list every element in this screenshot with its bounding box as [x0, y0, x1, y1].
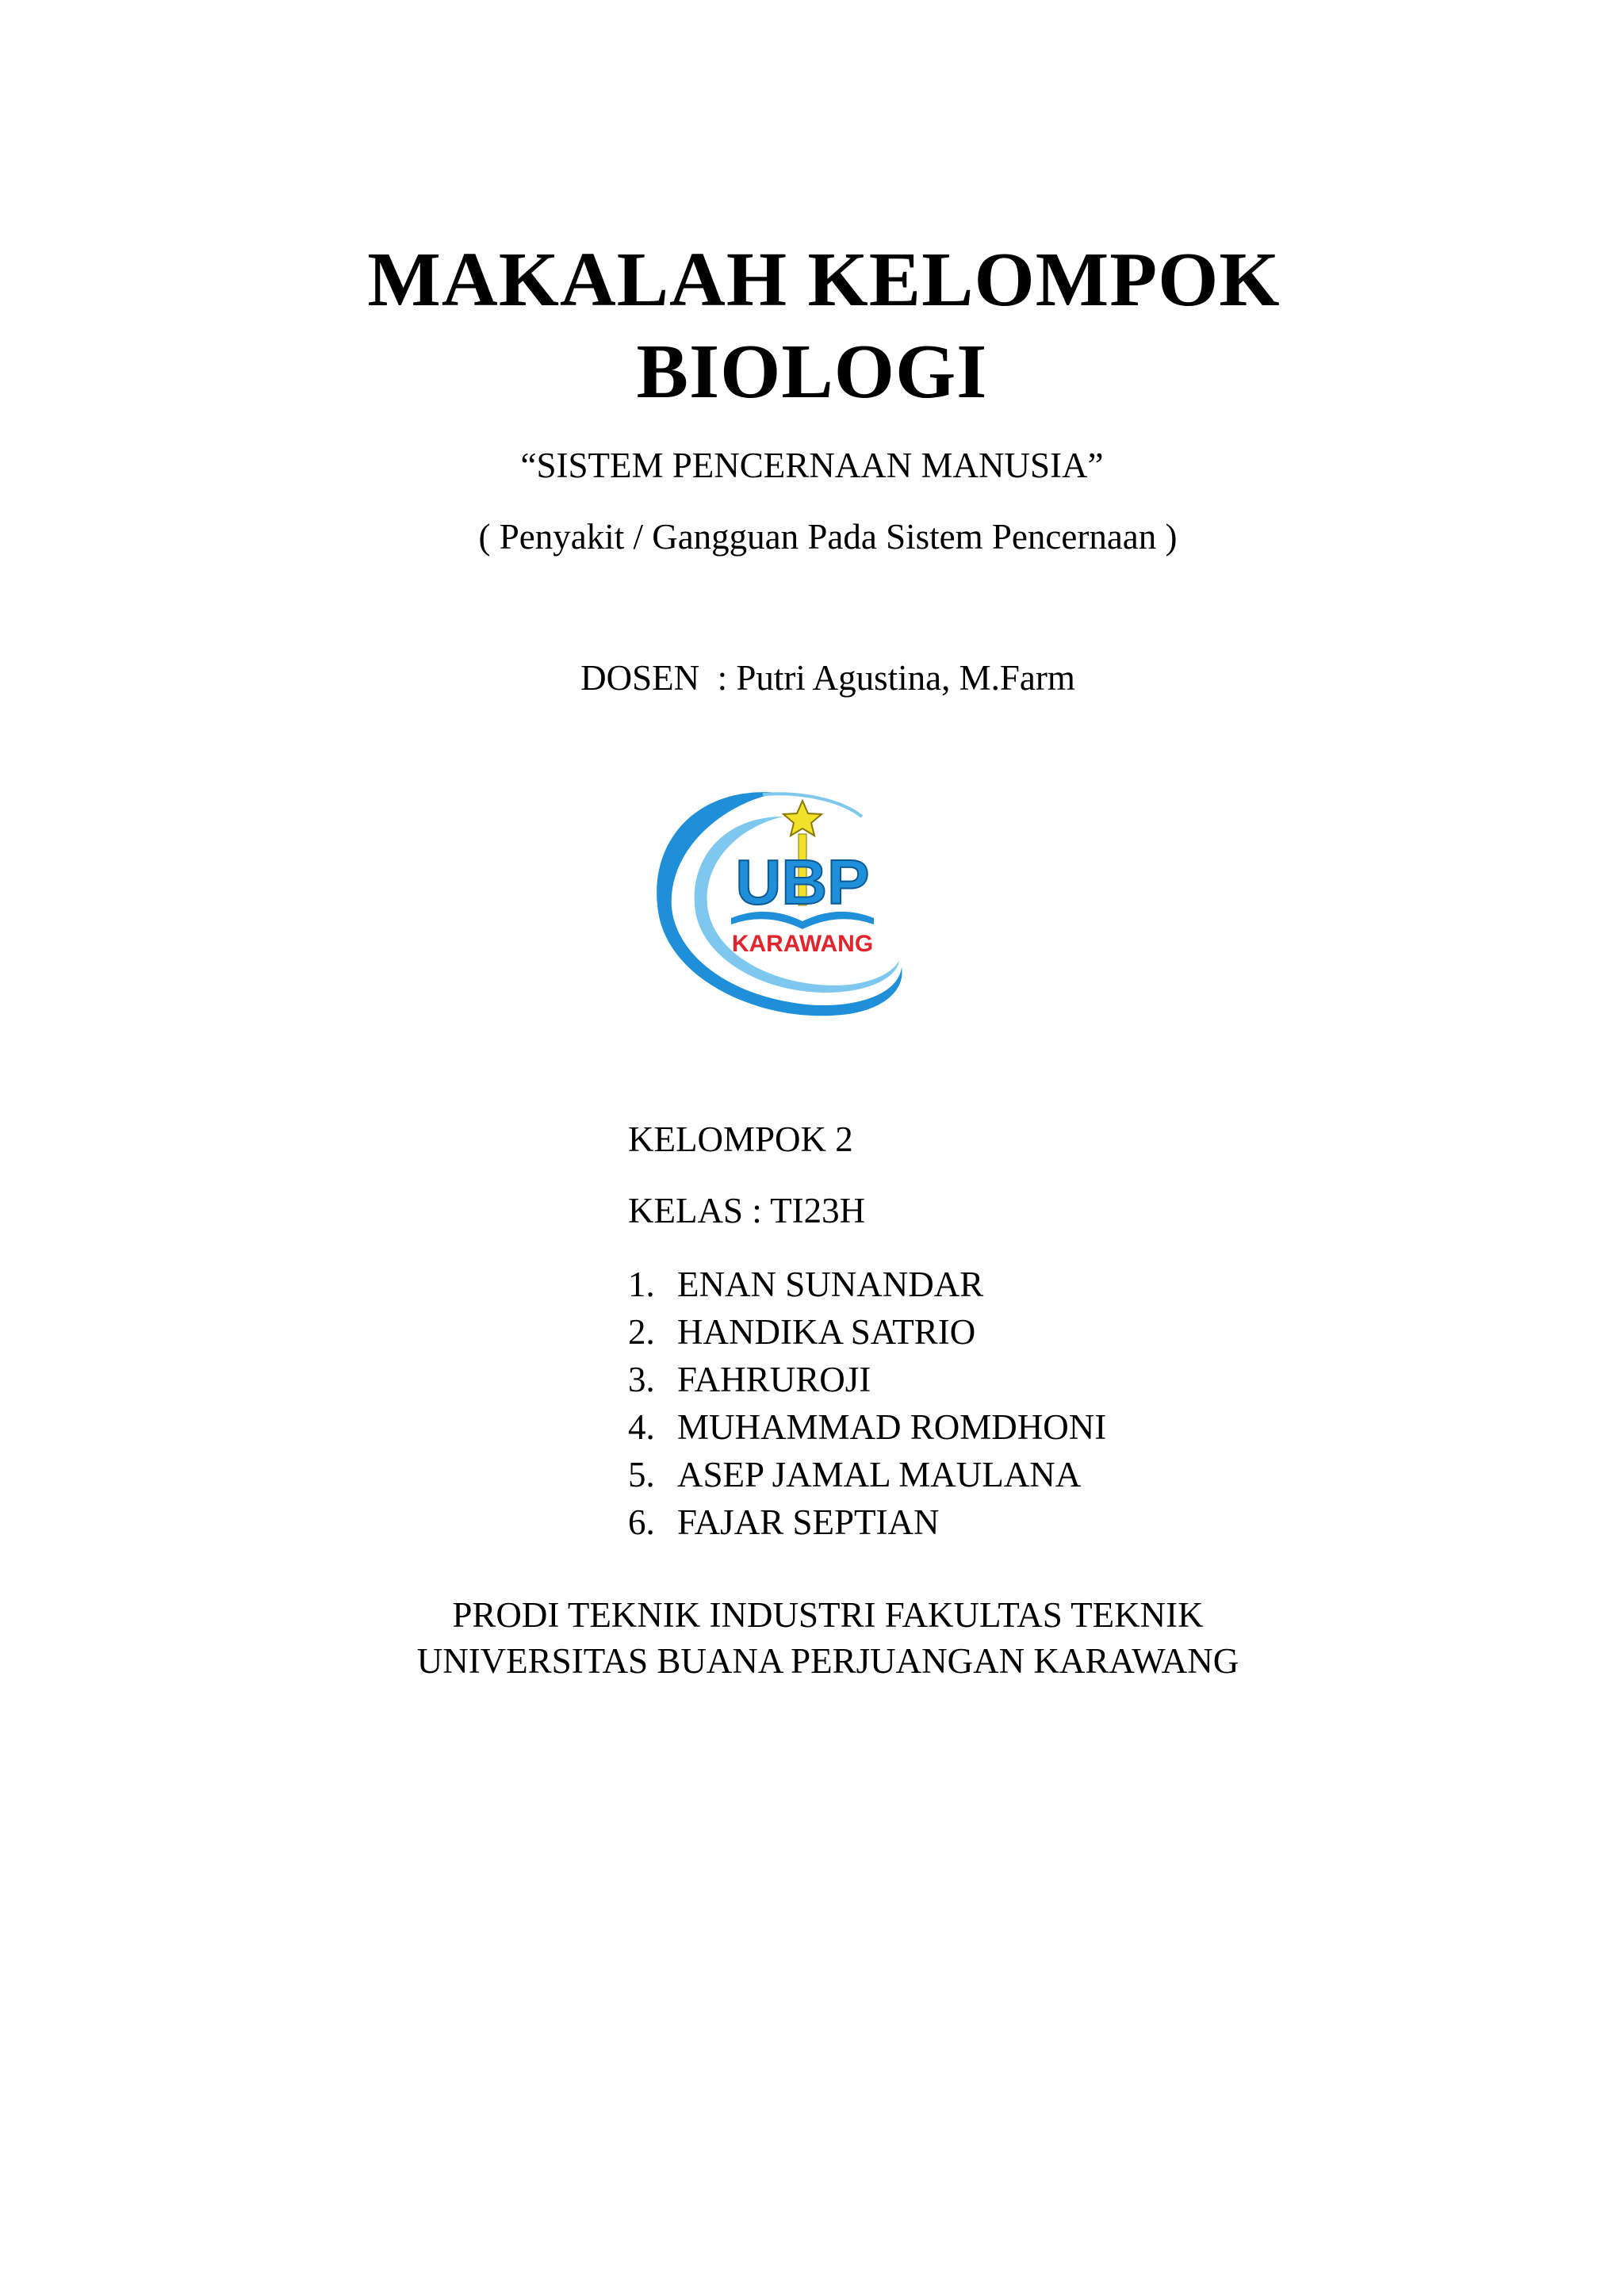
- member-name: ASEP JAMAL MAULANA: [677, 1455, 1082, 1494]
- title-line-1: MAKALAH KELOMPOK: [367, 237, 1281, 323]
- member-number: 5.: [628, 1455, 655, 1494]
- list-item: [628, 1261, 1106, 1308]
- subtopic: ( Penyakit / Gangguan Pada Sistem Pencernaan ): [478, 517, 1178, 557]
- logo-graphic: [644, 785, 914, 1031]
- member-number: 4.: [628, 1407, 655, 1447]
- member-name: ENAN SUNANDAR: [677, 1265, 984, 1304]
- member-name: MUHAMMAD ROMDHONI: [677, 1407, 1107, 1447]
- footer-university: UNIVERSITAS BUANA PERJUANGAN KARAWANG: [416, 1641, 1239, 1681]
- group-info: [628, 1118, 1106, 1546]
- member-list: [628, 1261, 1106, 1546]
- list-item: [628, 1451, 1106, 1498]
- list-item: [628, 1498, 1106, 1546]
- member-number: 3.: [628, 1360, 655, 1399]
- member-name: HANDIKA SATRIO: [677, 1312, 976, 1352]
- member-number: 6.: [628, 1502, 655, 1542]
- member-name: FAJAR SEPTIAN: [677, 1502, 940, 1542]
- footer-program: PRODI TEKNIK INDUSTRI FAKULTAS TEKNIK: [452, 1595, 1204, 1635]
- member-number: 1.: [628, 1265, 655, 1304]
- logo-text-main: UBP: [735, 847, 870, 917]
- lecturer-line: DOSEN : Putri Agustina, M.Farm: [580, 658, 1075, 698]
- title-line-2: BIOLOGI: [636, 329, 988, 415]
- subtitle: “SISTEM PENCERNAAN MANUSIA”: [520, 446, 1104, 485]
- class-line: KELAS : TI23H: [628, 1191, 866, 1230]
- member-number: 2.: [628, 1312, 655, 1352]
- ubp-karawang-logo: [644, 785, 914, 1031]
- list-item: [628, 1356, 1106, 1403]
- list-item: [628, 1403, 1106, 1451]
- list-item: [628, 1308, 1106, 1356]
- member-name: FAHRUROJI: [677, 1360, 871, 1399]
- logo-text-sub: KARAWANG: [731, 931, 874, 957]
- group-name: KELOMPOK 2: [628, 1119, 853, 1159]
- star-icon: [783, 801, 822, 836]
